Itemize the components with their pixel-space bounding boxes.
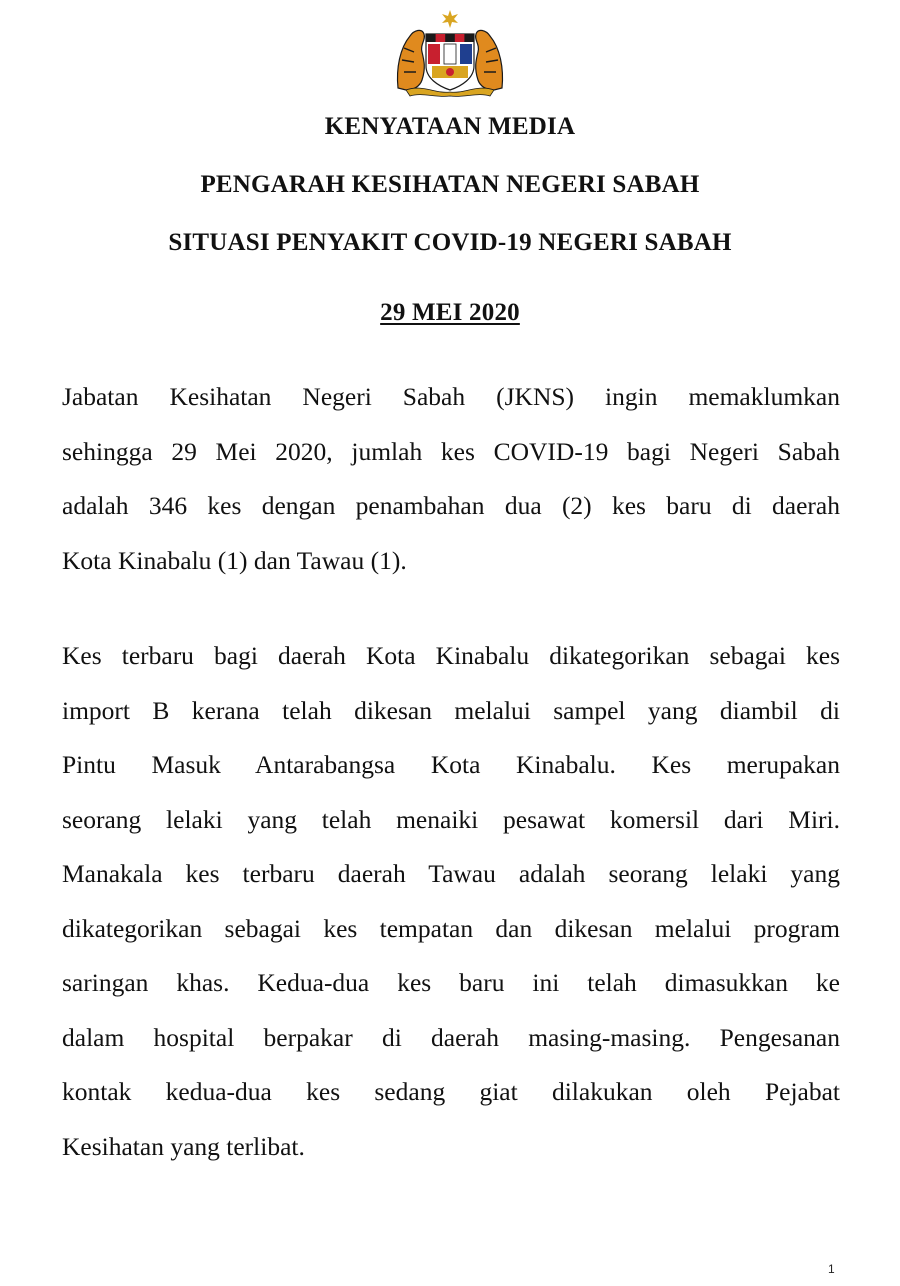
paragraph-line: kontak kedua-dua kes sedang giat dilakukan oleh Pejabat [62,1077,840,1106]
paragraph-line: Kes terbaru bagi daerah Kota Kinabalu dikategorikan sebagai kes [62,641,840,670]
heading-pengarah: PENGARAH KESIHATAN NEGERI SABAH [200,171,700,198]
document-date: 29 MEI 2020 [380,299,520,326]
paragraph-line: Kota Kinabalu (1) dan Tawau (1). [62,545,407,575]
page-number: 1 [828,1262,835,1276]
paragraph-line: dalam hospital berpakar di daerah masing-masing. Pengesanan [62,1022,840,1052]
paragraph-line: Jabatan Kesihatan Negeri Sabah (JKNS) ingin memaklumkan [62,382,840,411]
paragraph-line: import B kerana telah dikesan melalui sampel yang diambil di [62,695,840,725]
paragraph-line: Pintu Masuk Antarabangsa Kota Kinabalu. Kes merupakan [62,750,840,779]
paragraph-line: dikategorikan sebagai kes tempatan dan dikesan melalui program [62,913,840,943]
paragraph-line: saringan khas. Kedua-dua kes baru ini telah dimasukkan ke [62,968,840,997]
paragraph-1 [62,370,840,588]
paragraph-line: adalah 346 kes dengan penambahan dua (2) kes baru di daerah [62,491,840,520]
paragraph-line: Kesihatan yang terlibat. [62,1131,305,1161]
heading-situasi: SITUASI PENYAKIT COVID-19 NEGERI SABAH [168,229,732,256]
malaysia-coat-of-arms-icon [392,8,508,98]
paragraph-2 [62,629,840,1174]
paragraph-line: Manakala kes terbaru daerah Tawau adalah seorang lelaki yang [62,859,840,888]
paragraph-line: seorang lelaki yang telah menaiki pesawat komersil dari Miri. [62,804,840,834]
heading-kenyataan-media: KENYATAAN MEDIA [324,113,576,140]
paragraph-line: sehingga 29 Mei 2020, jumlah kes COVID-19 bagi Negeri Sabah [62,436,840,466]
